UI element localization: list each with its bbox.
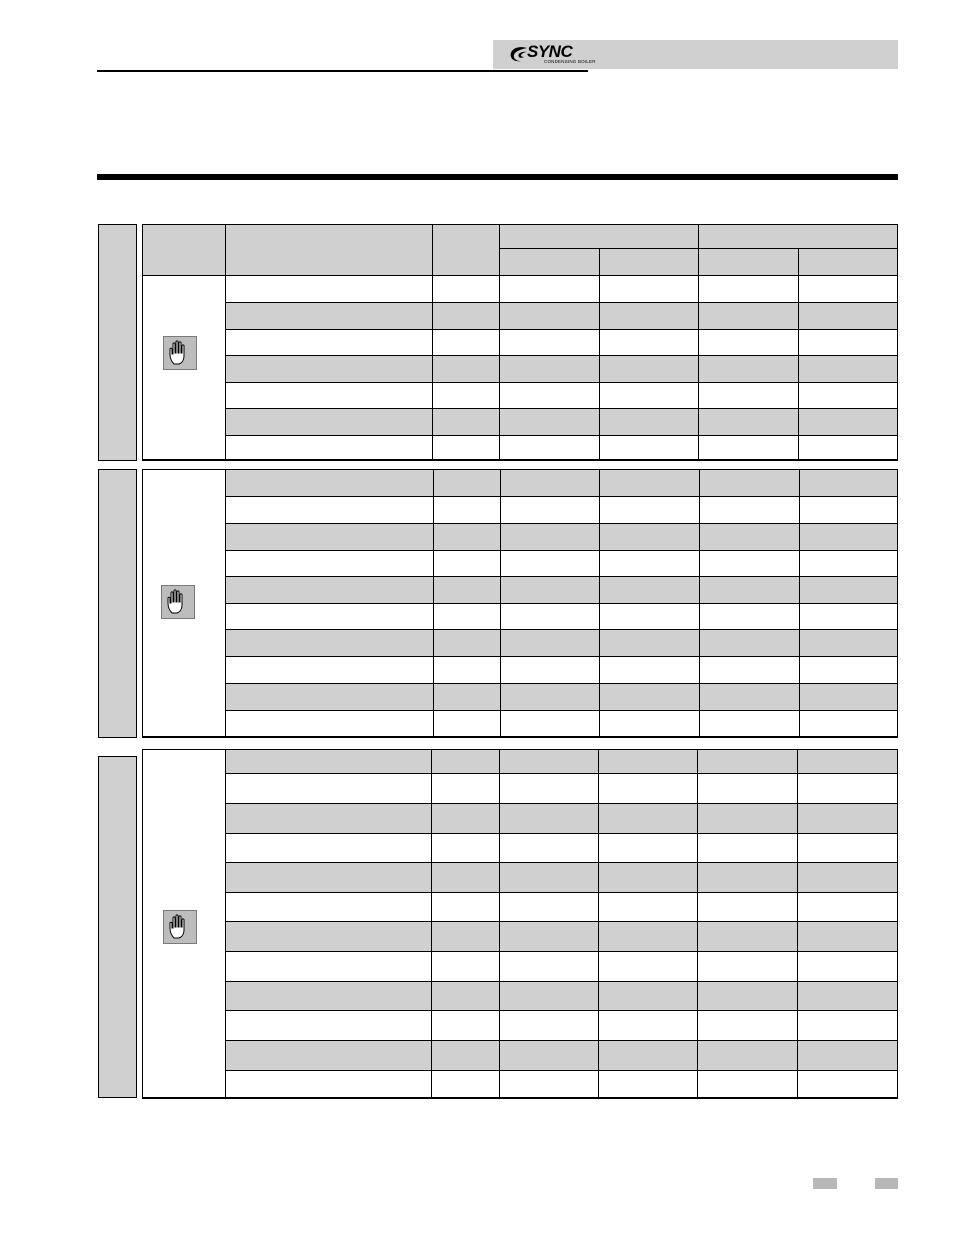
col-divider — [799, 470, 800, 736]
col-divider — [225, 750, 226, 1097]
table-row — [226, 629, 897, 656]
footer-chip-left — [813, 1178, 837, 1189]
swoosh-icon — [507, 45, 529, 65]
table-row — [226, 523, 897, 550]
footer-chip-right — [875, 1178, 898, 1189]
col-divider — [797, 750, 798, 1097]
side-tab-upper — [98, 224, 137, 461]
table-row — [143, 275, 897, 302]
table-row — [226, 603, 897, 629]
header-rule — [97, 70, 588, 72]
col-divider — [697, 750, 698, 1097]
col-divider — [599, 248, 600, 459]
col-divider — [599, 470, 600, 736]
side-tab-lower — [98, 756, 137, 1098]
table-middle — [142, 469, 898, 738]
side-tab-middle — [98, 469, 137, 738]
hand-stop-icon — [163, 336, 197, 370]
table-row — [226, 683, 897, 710]
table-row — [226, 710, 897, 737]
brand-logo — [507, 42, 596, 68]
table-row — [226, 576, 897, 603]
col-divider — [433, 470, 434, 736]
brand-band — [493, 40, 898, 69]
table-row — [226, 496, 897, 523]
header-row — [143, 225, 897, 275]
table-row — [226, 329, 897, 355]
hand-stop-icon — [161, 585, 195, 619]
table-upper — [142, 224, 898, 461]
col-divider — [698, 225, 699, 459]
col-divider — [225, 470, 226, 736]
col-divider — [499, 225, 500, 459]
col-divider — [598, 750, 599, 1097]
col-divider — [499, 750, 500, 1097]
table-row — [226, 408, 897, 435]
table-row — [226, 470, 897, 496]
col-divider — [225, 225, 226, 459]
table-row — [226, 302, 897, 329]
col-divider — [798, 248, 799, 459]
brand-name: SYNC — [527, 42, 573, 61]
col-divider — [699, 470, 700, 736]
table-row — [226, 382, 897, 408]
brand-tagline: CONDENSING BOILER — [544, 59, 596, 64]
col-divider — [431, 750, 432, 1097]
hand-stop-icon — [163, 910, 197, 944]
table-lower — [142, 749, 898, 1099]
table-row — [226, 435, 897, 460]
table-row — [226, 355, 897, 382]
table-row — [226, 550, 897, 576]
col-divider — [432, 225, 433, 459]
table-row — [226, 656, 897, 683]
col-divider — [500, 470, 501, 736]
section-rule — [97, 174, 898, 180]
